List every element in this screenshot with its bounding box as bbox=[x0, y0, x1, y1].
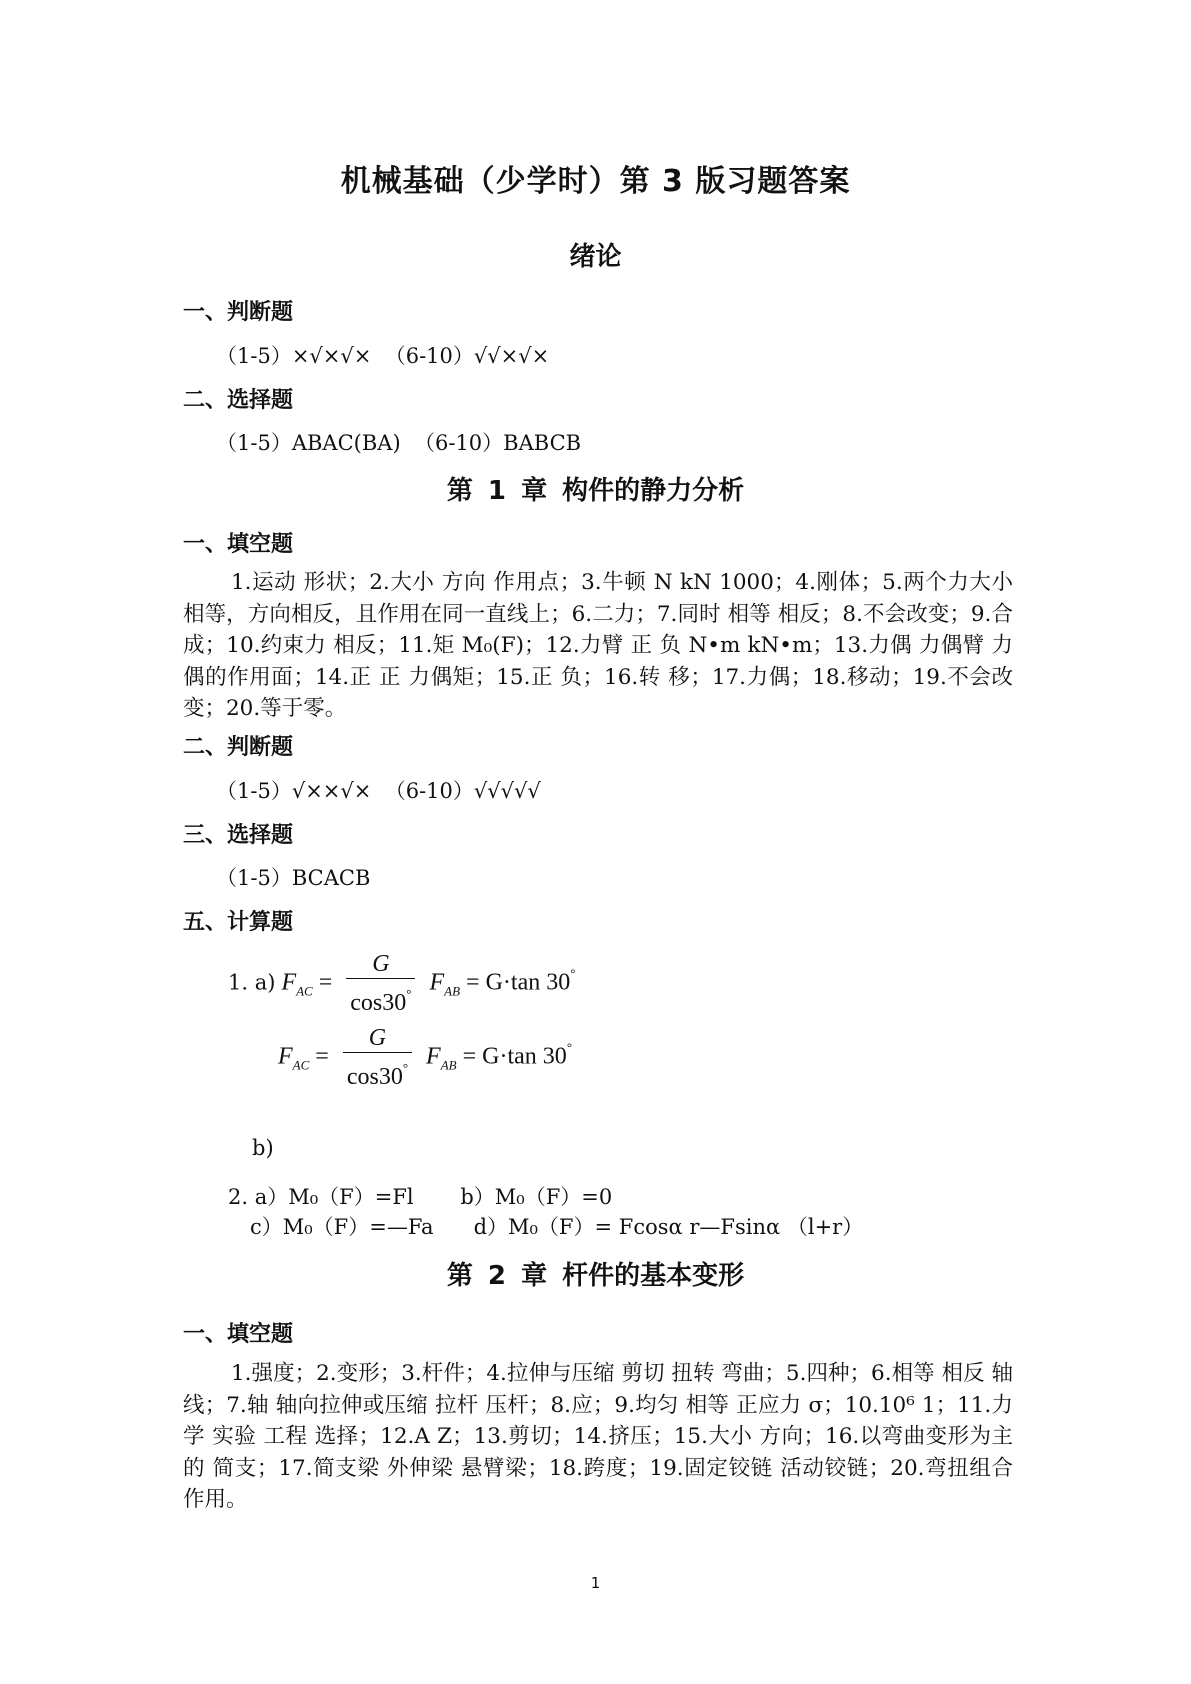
intro-judge-heading: 一、判断题 bbox=[183, 300, 294, 325]
fraction-numerator: G bbox=[343, 1024, 412, 1053]
fraction bbox=[343, 1024, 412, 1092]
equals-sign: = bbox=[466, 969, 480, 996]
intro-choice-heading: 二、选择题 bbox=[183, 388, 294, 413]
subscript-ab: AB bbox=[444, 983, 461, 999]
document-title: 机械基础（少学时）第 3 版习题答案 bbox=[340, 164, 851, 199]
ch1-judge-heading: 二、判断题 bbox=[183, 735, 294, 760]
ch1-fill-heading: 一、填空题 bbox=[183, 532, 294, 557]
equals-sign: = bbox=[318, 969, 333, 996]
tan-term: G·tan 30 bbox=[482, 1043, 567, 1070]
equals-sign: = bbox=[462, 1043, 477, 1070]
degree-symbol: ° bbox=[566, 1039, 573, 1055]
formula-1b bbox=[278, 1024, 572, 1092]
ch1-calc2-line2: c）M₀（F）=—Fa d）M₀（F）= Fcosα r—Fsinα （l+r） bbox=[250, 1215, 864, 1239]
intro-judge-answers: （1-5）×√×√× （6-10）√√×√× bbox=[216, 344, 550, 368]
tan-term: G·tan 30 bbox=[485, 969, 571, 996]
fraction-numerator: G bbox=[346, 950, 415, 979]
ch2-fill-heading: 一、填空题 bbox=[183, 1322, 294, 1347]
degree-symbol: ° bbox=[402, 1060, 409, 1075]
cos-term: cos30 bbox=[350, 990, 407, 1016]
chapter-1-heading: 第 1 章 构件的静力分析 bbox=[446, 476, 745, 506]
formula-1a bbox=[228, 950, 575, 1018]
subscript-ac: AC bbox=[292, 1057, 310, 1073]
intro-heading: 绪论 bbox=[569, 242, 622, 272]
equals-sign: = bbox=[315, 1043, 329, 1070]
ch1-judge-answers: （1-5）√××√× （6-10）√√√√√ bbox=[216, 779, 541, 803]
ch1-fill-answers: 1.运动 形状；2.大小 方向 作用点；3.牛顿 N kN 1000；4.刚体；5.两个力大小相等，方向相反，且作用在同一直线上；6.二力；7.同时 相等 相反；8.不会改变；9.合成；10.约束力 相反；11.矩 M₀(F)；12.力臂 正 负 N•m kN•m；13.力偶 力偶臂 力偶的作用面；14.正 正 力偶矩；15.正 负；16.转 移；17.力偶；18.移动；19.不会改变；20.等于零。 bbox=[183, 570, 1013, 721]
page-number: 1 bbox=[590, 1574, 601, 1592]
formula-1a-label: 1. a) bbox=[228, 970, 276, 995]
ch2-fill-answers: 1.强度；2.变形；3.杆件；4.拉伸与压缩 剪切 扭转 弯曲；5.四种；6.相等 相反 轴线；7.轴 轴向拉伸或压缩 拉杆 压杆；8.应；9.均匀 相等 正应力 σ；10.10⁶ 1；11.力学 实验 工程 选择；12.A Z；13.剪切；14.挤压；15.大小 方向；16.以弯曲变形为主的 简支；17.简支梁 外伸梁 悬臂梁；18.跨度；19.固定铰链 活动铰链；20.弯扭组合作用。 bbox=[183, 1361, 1013, 1512]
force-symbol: F bbox=[426, 1043, 441, 1070]
force-symbol: F bbox=[278, 1043, 293, 1070]
fraction-denominator bbox=[343, 1053, 412, 1092]
degree-symbol: ° bbox=[406, 986, 412, 1001]
ch1-calc2-line1: 2. a）M₀（F）=Fl b）M₀（F）=0 bbox=[228, 1185, 613, 1209]
force-symbol: F bbox=[281, 969, 297, 996]
ch1-calc-heading: 五、计算题 bbox=[183, 910, 294, 935]
intro-choice-answers: （1-5）ABAC(BA) （6-10）BABCB bbox=[216, 431, 582, 455]
chapter-2-heading: 第 2 章 杆件的基本变形 bbox=[446, 1261, 745, 1291]
subscript-ac: AC bbox=[296, 983, 313, 999]
fraction bbox=[346, 950, 415, 1018]
degree-symbol: ° bbox=[570, 965, 576, 981]
ch1-choice-answers: （1-5）BCACB bbox=[216, 866, 371, 890]
fraction-denominator bbox=[346, 979, 415, 1018]
ch1-choice-heading: 三、选择题 bbox=[183, 823, 294, 848]
subscript-ab: AB bbox=[440, 1057, 457, 1073]
cos-term: cos30 bbox=[346, 1064, 403, 1090]
force-symbol: F bbox=[429, 969, 445, 996]
formula-1b-label: b) bbox=[252, 1136, 274, 1160]
